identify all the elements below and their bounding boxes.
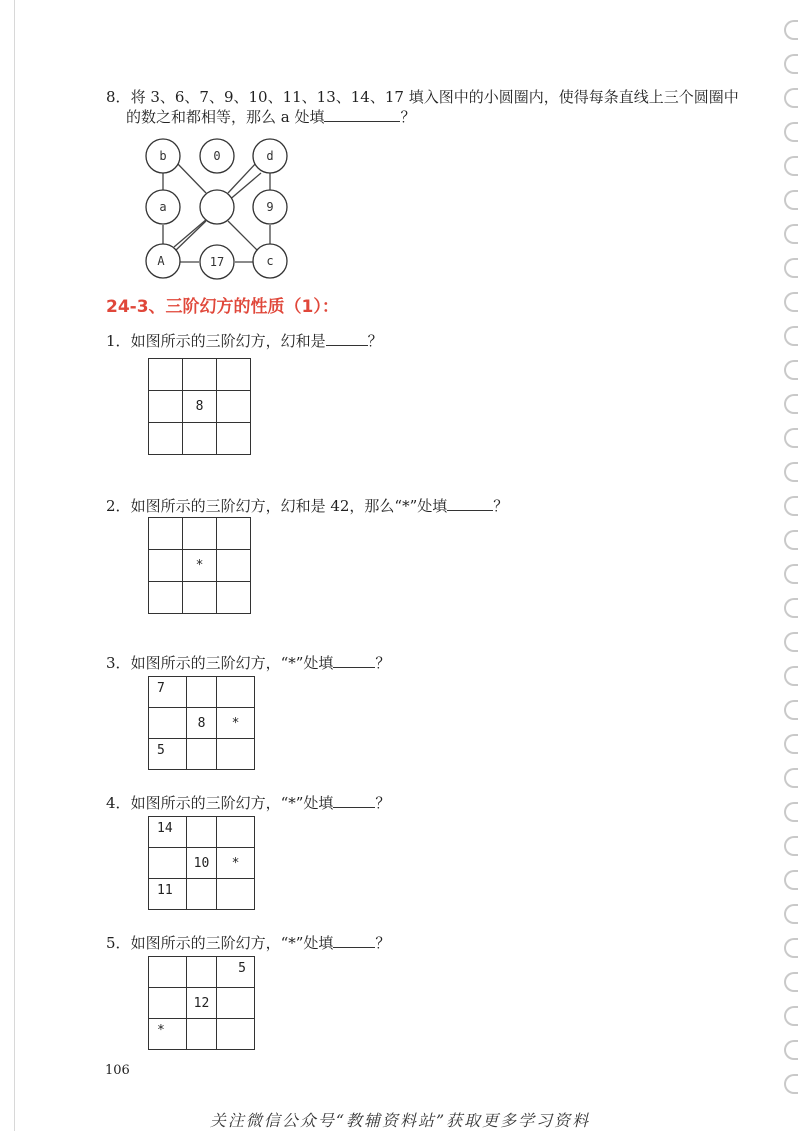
- binding-ring: [784, 224, 798, 244]
- spiral-binding: [780, 20, 800, 1110]
- binding-ring: [784, 836, 798, 856]
- question-4-end: ？: [375, 794, 391, 812]
- answer-blank-3[interactable]: [333, 649, 375, 668]
- magic-square-cell: 10: [187, 848, 217, 879]
- magic-square-cell: 8: [183, 391, 217, 423]
- binding-ring: [784, 564, 798, 584]
- binding-ring: [784, 20, 798, 40]
- page-number: 106: [105, 1063, 130, 1078]
- answer-blank-1[interactable]: [326, 327, 368, 346]
- binding-ring: [784, 802, 798, 822]
- magic-square-cell: [217, 1019, 255, 1050]
- binding-ring: [784, 496, 798, 516]
- magic-square-cell: [217, 550, 251, 582]
- question-8-line2: [126, 103, 416, 130]
- circle-d-label: d: [266, 149, 274, 163]
- binding-ring: [784, 394, 798, 414]
- question-3-end: ？: [375, 654, 391, 672]
- question-2-number: 2: [106, 497, 116, 515]
- magic-square-cell: [149, 957, 187, 988]
- question-3-number: 3: [106, 654, 116, 672]
- binding-ring: [784, 54, 798, 74]
- question-5-number: 5: [106, 934, 116, 952]
- magic-square-cell: [183, 582, 217, 614]
- answer-blank-5[interactable]: [333, 929, 375, 948]
- question-4-number: 4: [106, 794, 116, 812]
- binding-ring: [784, 734, 798, 754]
- magic-square-cell: [217, 518, 251, 550]
- question-5-text: 如图所示的三阶幻方，“*”处填: [130, 934, 334, 952]
- magic-square-cell: [149, 848, 187, 879]
- question-3: 3．如图所示的三阶幻方，“*”处填 ？: [106, 649, 390, 676]
- circle-A-label: A: [157, 254, 165, 268]
- binding-ring: [784, 1006, 798, 1026]
- binding-ring: [784, 972, 798, 992]
- magic-square-cell: 7: [149, 677, 187, 708]
- magic-square-cell: [217, 739, 255, 770]
- magic-square-cell: [149, 391, 183, 423]
- binding-ring: [784, 156, 798, 176]
- magic-square-cell: [183, 423, 217, 455]
- binding-ring: [784, 190, 798, 210]
- question-4-text: 如图所示的三阶幻方，“*”处填: [130, 794, 334, 812]
- footer-watermark-text: 关注微信公众号“教辅资料站”获取更多学习资料: [209, 1111, 591, 1130]
- answer-blank-2[interactable]: [447, 492, 493, 511]
- binding-ring: [784, 88, 798, 108]
- question-1-end: ？: [367, 332, 383, 350]
- binding-ring: [784, 768, 798, 788]
- magic-square-cell: [187, 739, 217, 770]
- circle-a-label: a: [159, 200, 167, 214]
- line-b-center: [175, 161, 206, 193]
- line-center-c: [228, 221, 258, 251]
- binding-ring: [784, 326, 798, 346]
- magic-square-cell: [149, 518, 183, 550]
- binding-ring: [784, 1040, 798, 1060]
- magic-square-cell: [187, 879, 217, 910]
- question-5: 5．如图所示的三阶幻方，“*”处填 ？: [106, 929, 390, 956]
- magic-square-cell: [217, 817, 255, 848]
- magic-square-3: [148, 676, 255, 770]
- circle-center: [200, 190, 234, 224]
- circle-c-label: c: [266, 254, 274, 268]
- binding-ring: [784, 530, 798, 550]
- magic-square-cell: [149, 988, 187, 1019]
- magic-square-cell: 11: [149, 879, 187, 910]
- question-8-text-line1: 将 3、6、7、9、10、11、13、14、17 填入图中的小圆圈内，使得每条直线上三个圆圈中: [130, 88, 739, 106]
- magic-square-cell: *: [183, 550, 217, 582]
- magic-square-cell: [187, 817, 217, 848]
- magic-square-cell: [217, 423, 251, 455]
- magic-square-cell: [217, 879, 255, 910]
- question-3-text: 如图所示的三阶幻方，“*”处填: [130, 654, 334, 672]
- magic-square-cell: [149, 550, 183, 582]
- magic-square-5: [148, 956, 255, 1050]
- binding-ring: [784, 292, 798, 312]
- question-2: 2．如图所示的三阶幻方，幻和是 42，那么“*”处填 ？: [106, 492, 508, 519]
- question-8-line1: 8．将 3、6、7、9、10、11、13、14、17 填入图中的小圆圈内，使得每条直线上三个圆圈中: [106, 88, 739, 106]
- magic-square-cell: [187, 957, 217, 988]
- magic-square-cell: [217, 391, 251, 423]
- binding-ring: [784, 428, 798, 448]
- magic-square-cell: [149, 423, 183, 455]
- circle-bottom-mid-label: 17: [209, 255, 225, 269]
- circle-b-label: b: [159, 149, 167, 163]
- magic-square-cell: [149, 708, 187, 739]
- answer-blank-4[interactable]: [333, 789, 375, 808]
- question-4: 4．如图所示的三阶幻方，“*”处填 ？: [106, 789, 390, 816]
- question-8-number: 8: [106, 88, 116, 106]
- magic-square-cell: [149, 359, 183, 391]
- magic-square-cell: *: [217, 848, 255, 879]
- magic-square-cell: [187, 677, 217, 708]
- question-8-text-line2: 的数之和都相等，那么 a 处填: [126, 108, 325, 126]
- section-title: 24-3、三阶幻方的性质（1）：: [106, 297, 339, 317]
- magic-square-2: [148, 517, 251, 614]
- binding-ring: [784, 938, 798, 958]
- binding-ring: [784, 904, 798, 924]
- magic-square-cell: [217, 677, 255, 708]
- circle-right-mid-label: 9: [266, 200, 274, 214]
- binding-ring: [784, 700, 798, 720]
- binding-ring: [784, 122, 798, 142]
- question-1: 1．如图所示的三阶幻方，幻和是 ？: [106, 327, 383, 354]
- binding-ring: [784, 666, 798, 686]
- magic-square-cell: *: [149, 1019, 187, 1050]
- binding-ring: [784, 598, 798, 618]
- magic-square-cell: [187, 1019, 217, 1050]
- magic-square-cell: [183, 359, 217, 391]
- magic-square-cell: [217, 988, 255, 1019]
- page-edge-line: [14, 0, 15, 1131]
- magic-square-cell: [183, 518, 217, 550]
- answer-blank-8[interactable]: [324, 103, 400, 122]
- magic-square-cell: 12: [187, 988, 217, 1019]
- binding-ring: [784, 632, 798, 652]
- question-1-number: 1: [106, 332, 116, 350]
- question-5-end: ？: [375, 934, 391, 952]
- magic-square-cell: 5: [149, 739, 187, 770]
- binding-ring: [784, 258, 798, 278]
- magic-square-4: [148, 816, 255, 910]
- magic-square-cell: 14: [149, 817, 187, 848]
- circle-top-mid-label: 0: [213, 149, 221, 163]
- magic-square-cell: [149, 582, 183, 614]
- line-center-A: [175, 221, 206, 251]
- magic-square-cell: [217, 582, 251, 614]
- magic-square-cell: 8: [187, 708, 217, 739]
- circle-diagram: [140, 135, 300, 280]
- magic-square-1: [148, 358, 251, 455]
- binding-ring: [784, 870, 798, 890]
- question-1-text: 如图所示的三阶幻方，幻和是: [130, 332, 326, 350]
- question-2-end: ？: [493, 497, 509, 515]
- binding-ring: [784, 462, 798, 482]
- binding-ring: [784, 360, 798, 380]
- binding-ring: [784, 1074, 798, 1094]
- magic-square-cell: 5: [217, 957, 255, 988]
- question-8-end: ？: [400, 108, 416, 126]
- question-2-text: 如图所示的三阶幻方，幻和是 42，那么“*”处填: [130, 497, 448, 515]
- magic-square-cell: *: [217, 708, 255, 739]
- magic-square-cell: [217, 359, 251, 391]
